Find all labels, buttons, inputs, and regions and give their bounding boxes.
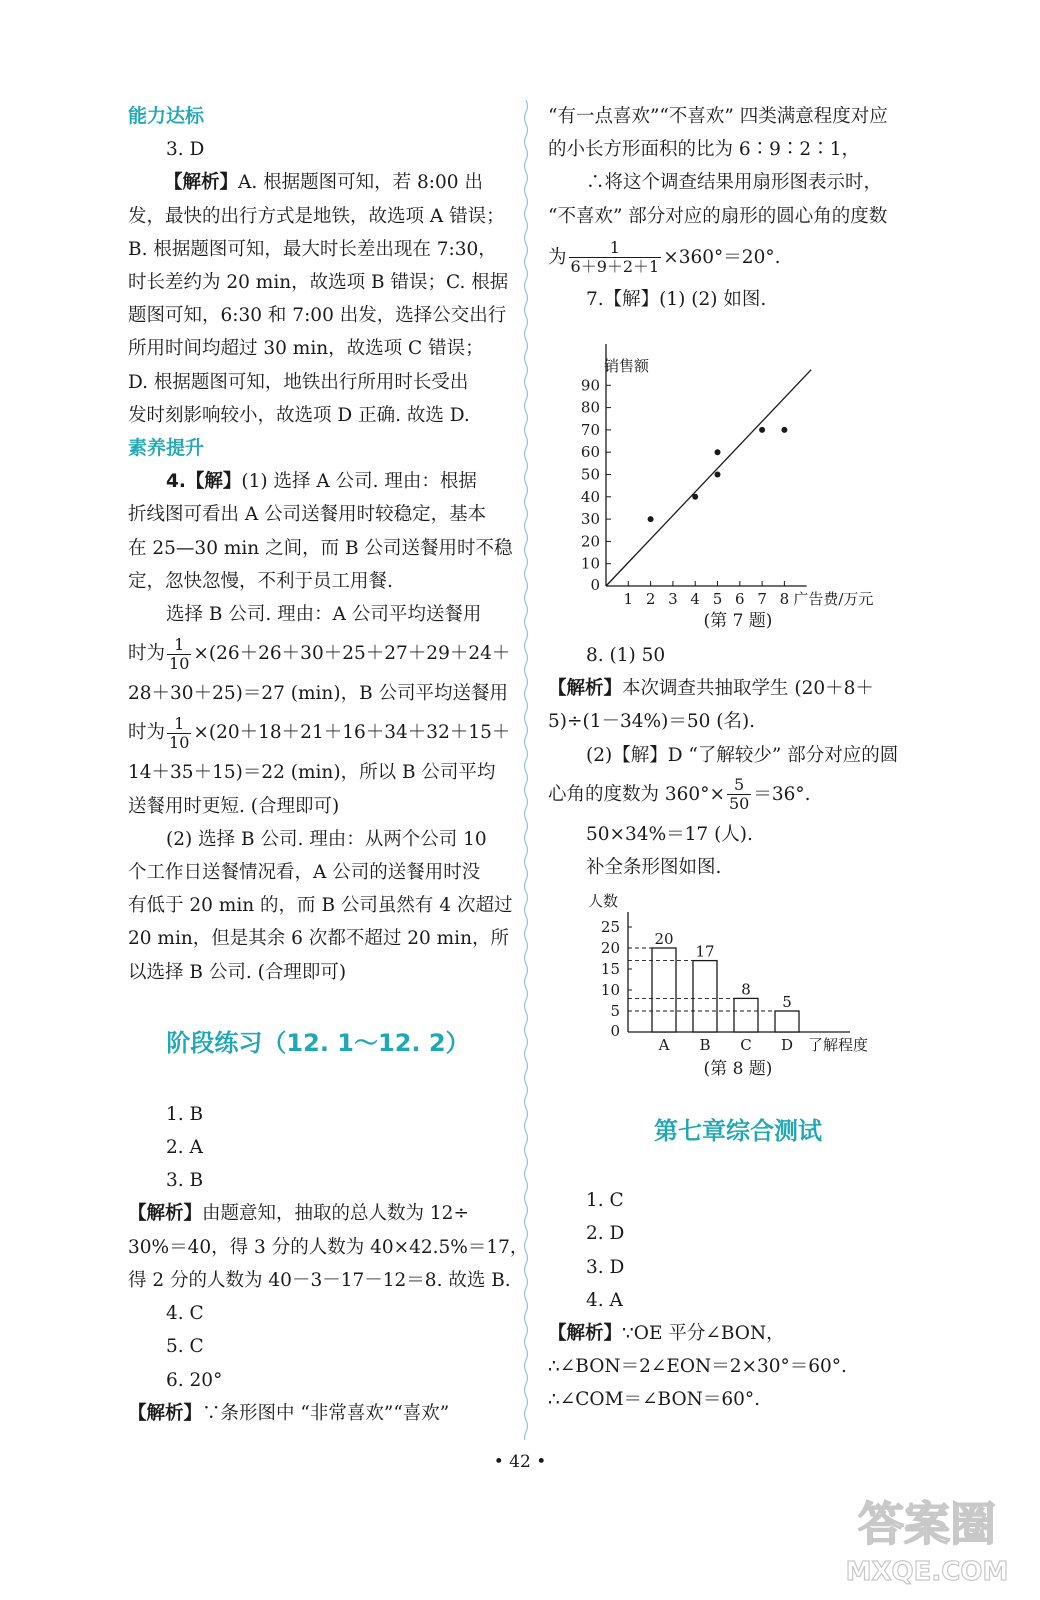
answer-4: 4. A	[586, 1289, 623, 1311]
text-line: 所用时间均超过 30 min，故选项 C 错误；	[128, 338, 484, 360]
watermark-logo	[842, 1480, 1012, 1590]
answer-2: 2. A	[166, 1137, 203, 1159]
y-tick-label: 80	[580, 398, 600, 417]
scatter-point	[692, 494, 698, 500]
y-tick-label: 70	[580, 420, 600, 439]
right-column	[548, 100, 928, 1417]
answer-3: 3. D	[586, 1256, 625, 1278]
x-tick-label: 5	[712, 590, 723, 607]
chart-q7-caption: (第 7 题)	[703, 611, 773, 632]
formula-line-a: 时为 $\frac{1}{10}$ ×(26＋26＋30＋25＋27＋29＋24＋	[128, 634, 511, 673]
x-axis-label: 了解程度	[808, 1036, 869, 1055]
analysis-tag: 【解析】	[164, 172, 239, 194]
section-title-chapter7: 第七章综合测试	[654, 1117, 822, 1146]
answer-4-analysis: 【解析】∵OE 平分∠BON，	[548, 1323, 785, 1345]
text-line: 30%＝40，得 3 分的人数为 40×42.5%＝17，	[128, 1236, 529, 1258]
y-tick-label: 20	[600, 939, 620, 958]
text-line: 选择 B 公司. 理由：A 公司平均送餐用	[166, 604, 482, 626]
answer-1: 1. B	[166, 1103, 204, 1125]
text-line: 有低于 20 min 的，而 B 公司虽然有 4 次超过	[128, 895, 513, 917]
analysis-tag: 【解析】	[128, 1402, 203, 1424]
fraction: $\frac{1}{10}$	[169, 713, 190, 752]
text-line: 送餐用时更短. (合理即可)	[128, 795, 340, 817]
text-line: ∴∠BON＝2∠EON＝2×30°＝60°.	[548, 1356, 847, 1378]
x-tick-label: 6	[735, 590, 745, 607]
y-tick-label: 25	[600, 918, 620, 937]
y-tick-label: 10	[580, 554, 600, 573]
chart-q8-bar	[548, 884, 928, 1054]
q3-answer: 3. D	[166, 139, 205, 161]
analysis-tag: 【解析】	[548, 678, 623, 700]
q3-analysis-line: 【解析】A. 根据题图可知，若 8:00 出	[164, 172, 483, 194]
bar-value-label: 17	[695, 942, 715, 961]
text-line: 个工作日送餐情况看，A 公司的送餐用时没	[128, 862, 481, 884]
section-title-stage-practice: 阶段练习（12. 1～12. 2）	[166, 1028, 470, 1057]
text-line: “不喜欢” 部分对应的扇形的圆心角的度数	[548, 205, 888, 227]
x-tick-label: 7	[757, 590, 767, 607]
scatter-point	[781, 427, 787, 433]
origin-label: 0	[590, 576, 600, 595]
text-line: 得 2 分的人数为 40－3－17－12＝8. 故选 B.	[128, 1269, 511, 1291]
text-line: 20 min，但是其余 6 次都不超过 20 min，所	[128, 928, 510, 950]
x-category-label: C	[740, 1036, 752, 1055]
analysis-tag: 【解析】	[128, 1203, 203, 1225]
answer-2: 2. D	[586, 1223, 625, 1245]
scatter-point	[759, 427, 765, 433]
answer-6-analysis: 【解析】∵条形图中 “非常喜欢”“喜欢”	[128, 1402, 450, 1424]
y-tick-label: 90	[580, 376, 600, 395]
q8-analysis: 【解析】本次调查共抽取学生 (20＋8＋	[548, 678, 874, 700]
bar	[734, 999, 758, 1033]
y-axis-label: 人数	[588, 892, 619, 911]
x-tick-label: 1	[623, 590, 634, 607]
bar-value-label: 20	[654, 930, 674, 949]
answer-3-analysis: 【解析】由题意知，抽取的总人数为 12÷	[128, 1203, 469, 1225]
q8-calc: 50×34%＝17 (人).	[586, 823, 753, 845]
text-line: 28＋30＋25)＝27 (min)，B 公司平均送餐用	[128, 683, 509, 705]
fraction: $\frac{1}{10}$	[169, 634, 190, 673]
y-tick-label: 15	[600, 960, 620, 979]
y-tick-label: 40	[580, 487, 600, 506]
page-number: • 42 •	[493, 1452, 547, 1472]
bar	[693, 961, 717, 1032]
answer-5: 5. C	[166, 1336, 204, 1358]
bar	[775, 1011, 799, 1032]
text-line: B. 根据题图可知，最大时长差出现在 7:30，	[128, 238, 497, 260]
x-tick-label: 8	[779, 590, 790, 607]
scatter-point	[715, 449, 721, 455]
q7-solution: 7.【解】(1) (2) 如图.	[586, 288, 767, 310]
text-line: 折线图可看出 A 公司送餐用时较稳定，基本	[128, 504, 487, 526]
column-divider	[523, 100, 529, 1440]
answer-6: 6. 20°	[166, 1369, 223, 1391]
fit-line	[606, 370, 811, 586]
y-tick-label: 30	[580, 510, 600, 529]
x-tick-label: 3	[668, 590, 678, 607]
text-line: 以选择 B 公司. (合理即可)	[128, 961, 347, 983]
y-tick-label: 5	[610, 1002, 620, 1021]
x-category-label: A	[658, 1036, 670, 1055]
text-line: 的小长方形面积的比为 6∶9∶2∶1，	[548, 139, 860, 161]
fraction: $\frac{5}{50}$	[728, 775, 750, 814]
heading-suyang: 素养提升	[128, 437, 205, 460]
text-line: 在 25—30 min 之间，而 B 公司送餐用时不稳	[128, 537, 513, 559]
chart-q7-scatter	[548, 316, 928, 606]
text-line: 时长差约为 20 min，故选项 B 错误；C. 根据	[128, 272, 509, 294]
text-line: ∴∠COM＝∠BON＝60°.	[548, 1389, 761, 1411]
x-category-label: B	[699, 1036, 711, 1055]
x-tick-label: 2	[645, 590, 656, 607]
solution-tag: 4.【解】	[166, 471, 242, 493]
text-line: (2) 选择 B 公司. 理由：从两个公司 10	[166, 828, 487, 850]
y-tick-label: 20	[580, 532, 600, 551]
bar-value-label: 5	[782, 993, 792, 1012]
q8-fill: 补全条形图如图.	[586, 857, 722, 879]
answer-1: 1. C	[586, 1190, 624, 1212]
answer-3: 3. B	[166, 1170, 204, 1192]
chart-q8-caption: (第 8 题)	[703, 1059, 773, 1080]
text-line: 题图可知，6:30 和 7:00 出发，选择公交出行	[128, 305, 507, 327]
text-line: 发时刻影响较小，故选项 D 正确. 故选 D.	[128, 404, 470, 426]
scatter-point	[715, 472, 721, 478]
formula-line-b: 时为 $\frac{1}{10}$ ×(20＋18＋21＋16＋34＋32＋15＋	[128, 713, 511, 752]
watermark-line1: 答案圈	[858, 1497, 996, 1551]
text-line: ∴将这个调查结果用扇形图表示时，	[586, 172, 883, 194]
fan-angle-formula: 为 $\frac{1}{6+9+2+1}$ ×360°＝20°.	[548, 238, 781, 277]
left-column	[128, 100, 529, 1430]
text-line: 5)÷(1－34%)＝50 (名).	[548, 711, 756, 733]
text-line: 定，忽快忽慢，不利于员工用餐.	[128, 570, 393, 592]
text-line: D. 根据题图可知，地铁出行所用时长受出	[128, 371, 469, 393]
x-axis-label: 广告费/万元	[793, 590, 874, 607]
text-line: 14＋35＋15)＝22 (min)，所以 B 公司平均	[128, 762, 496, 784]
analysis-tag: 【解析】	[548, 1323, 623, 1345]
y-tick-label: 60	[580, 443, 600, 462]
q8-angle-formula: 心角的度数为 360°× $\frac{5}{50}$ ＝36°.	[548, 775, 811, 814]
y-axis-label: 销售额	[604, 357, 650, 376]
text-line: “有一点喜欢”“不喜欢” 四类满意程度对应	[548, 106, 888, 127]
origin-label: 0	[610, 1022, 620, 1041]
y-tick-label: 50	[580, 465, 600, 484]
q4-first-line: 4.【解】(1) 选择 A 公司. 理由：根据	[166, 471, 477, 493]
heading-nengli: 能力达标	[128, 105, 205, 127]
y-tick-label: 10	[600, 981, 620, 1000]
bar-value-label: 8	[741, 980, 751, 999]
q8-part2: (2)【解】D “了解较少” 部分对应的圆	[586, 744, 899, 766]
scatter-point	[648, 516, 654, 522]
fraction: $\frac{1}{6+9+2+1}$	[570, 238, 660, 277]
text-line: 发，最快的出行方式是地铁，故选项 A 错误；	[128, 205, 505, 227]
q8-answer: 8. (1) 50	[586, 645, 666, 667]
x-category-label: D	[780, 1036, 794, 1055]
x-tick-label: 4	[690, 590, 700, 607]
watermark-line2: MXQE.COM	[845, 1557, 1009, 1587]
answer-4: 4. C	[166, 1303, 204, 1325]
